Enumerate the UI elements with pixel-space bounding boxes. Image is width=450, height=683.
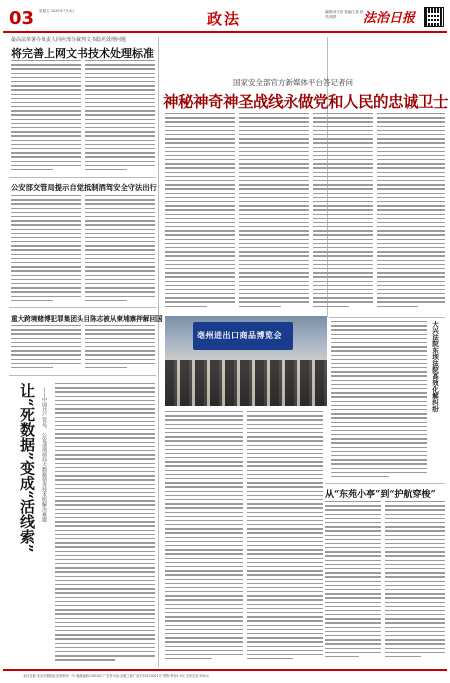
footer-text: 本社社址:北京市朝阳区花家地甲一号 邮政编码:100102 广告许可证:京朝工商广登字20170021号 零售:每份1.5元 全年定价:540元: [23, 674, 210, 678]
bottom-right-body-left: [325, 501, 381, 666]
right-box-title: 大兴法院东坝法院高效化解纠纷: [431, 321, 439, 412]
news-photo: [165, 316, 327, 406]
story1-title: 将完善上网文书技术处理标准: [11, 47, 154, 60]
story3-body-left: [11, 325, 81, 371]
column-divider: [158, 37, 159, 667]
main-body-col4: [377, 113, 445, 313]
story4-body: [55, 383, 155, 663]
story2-body-right: [85, 195, 155, 303]
story-divider: [9, 307, 156, 308]
story3-body-right: [85, 325, 155, 371]
story2-title: 公安部交管局提示自觉抵制酒驾安全守法出行: [11, 183, 157, 192]
main-lower-col2: [247, 411, 323, 666]
page-footer: [3, 669, 447, 680]
story-divider: [9, 375, 156, 376]
right-box-body: [331, 321, 427, 481]
qr-code-icon: [424, 7, 444, 27]
bottom-right-body-right: [385, 501, 445, 666]
photo-people: [165, 360, 327, 406]
story-divider: [325, 483, 445, 484]
newspaper-logo: 法治日报: [363, 11, 416, 26]
story-divider: [9, 177, 156, 178]
newspaper-page: [3, 3, 447, 680]
page-number: 03: [9, 8, 35, 29]
story4-subtitle: ——中国共产党员、公安部刑侦局大数据侦查技术组解决难题: [41, 387, 47, 522]
section-name: 政法: [207, 10, 242, 28]
bottom-right-title: 从“东苑小亭”到“护航穿梭”: [325, 490, 436, 500]
main-kicker: 国家安全部官方新媒体平台答记者问: [233, 78, 353, 87]
story1-body-right: [85, 60, 155, 175]
story1-kicker: 最高法举署办负责人回应部分裁判文书隐名处理问题: [11, 37, 127, 43]
main-body-col3: [313, 113, 373, 313]
editor-credits: 编辑/刘宇田 美编/王新 校对/刘梦: [325, 10, 364, 19]
story2-body-left: [11, 195, 81, 303]
issue-date: 星期五 2025年7月4日: [39, 9, 75, 13]
story4-title: 让“死数据”变成“活线索”: [18, 383, 36, 553]
main-body-col2: [239, 113, 309, 313]
photo-banner-text: 亳州进出口商品博览会: [197, 331, 282, 340]
story3-title: 重大跨境赌博犯罪集团头目陈志被从柬埔寨押解回国: [11, 315, 163, 323]
main-lower-col1: [165, 411, 243, 666]
story1-body-left: [11, 60, 81, 175]
main-body-col1: [165, 113, 235, 313]
main-headline: 神秘神奇神圣战线永做党和人民的忠诚卫士: [163, 92, 449, 111]
story-divider: [329, 317, 445, 318]
masthead: [3, 3, 447, 33]
